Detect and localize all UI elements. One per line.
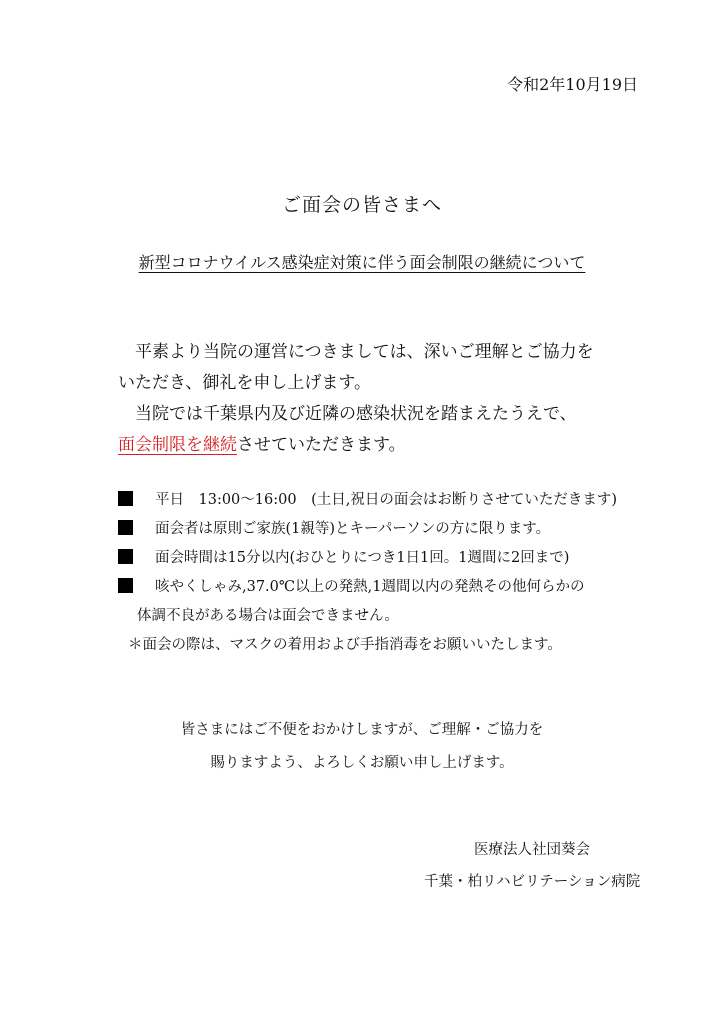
intro-paragraph <box>118 337 594 461</box>
signature-hospital: 千葉・柏リハビリテーション病院 <box>424 874 641 890</box>
list-item <box>118 513 617 542</box>
paragraph-line-2: いただき、御礼を申し上げます。 <box>118 373 371 393</box>
list-item <box>118 542 617 571</box>
paragraph-line-3: 当院では千葉県内及び近隣の感染状況を踏まえたうえで、 <box>135 404 577 424</box>
list-item-text: 平日 13:00～16:00 (土日,祝日の面会はお断りさせていただきます) <box>155 492 617 508</box>
list-item <box>118 484 617 513</box>
list-item-continuation <box>118 600 617 629</box>
closing-line-2: 賜りますよう、よろしくお願い申し上げます。 <box>210 755 514 771</box>
square-bullet-icon <box>118 491 133 506</box>
square-bullet-icon <box>118 549 133 564</box>
paragraph-line-4 <box>118 430 594 461</box>
closing-message <box>0 714 724 780</box>
mask-note-text: ＊面会の際は、マスクの着用および手指消毒をお願いいたします。 <box>128 637 562 653</box>
salutation-heading: ご面会の皆さまへ <box>281 194 442 216</box>
list-item-text: 面会者は原則ご家族(1親等)とキーパーソンの方に限ります。 <box>155 521 551 537</box>
signature-organization: 医療法人社団葵会 <box>474 842 590 858</box>
rules-list <box>118 484 617 658</box>
square-bullet-icon <box>118 520 133 535</box>
paragraph-line-1: 平素より当院の運営につきましては、深いご理解とご協力を <box>135 342 594 362</box>
mask-note <box>118 629 617 658</box>
list-item <box>118 571 617 600</box>
list-item-text: 面会時間は15分以内(おひとりにつき1日1回。1週間に2回まで) <box>155 550 570 566</box>
list-item-continuation-text: 体調不良がある場合は面会できません。 <box>137 608 399 624</box>
square-bullet-icon <box>118 578 133 593</box>
highlight-restriction-continued: 面会制限を継続 <box>118 435 237 455</box>
notice-subject-text: 新型コロナウイルス感染症対策に伴う面会制限の継続について <box>138 253 586 272</box>
list-item-text: 咳やくしゃみ,37.0℃以上の発熱,1週間以内の発熱その他何らかの <box>155 579 585 595</box>
notice-subject <box>0 250 724 273</box>
closing-line-1: 皆さまにはご不便をおかけしますが、ご理解・ご協力を <box>180 722 544 738</box>
paragraph-line-4-rest: させていただきます。 <box>237 435 406 455</box>
notice-date: 令和2年10月19日 <box>507 75 638 94</box>
